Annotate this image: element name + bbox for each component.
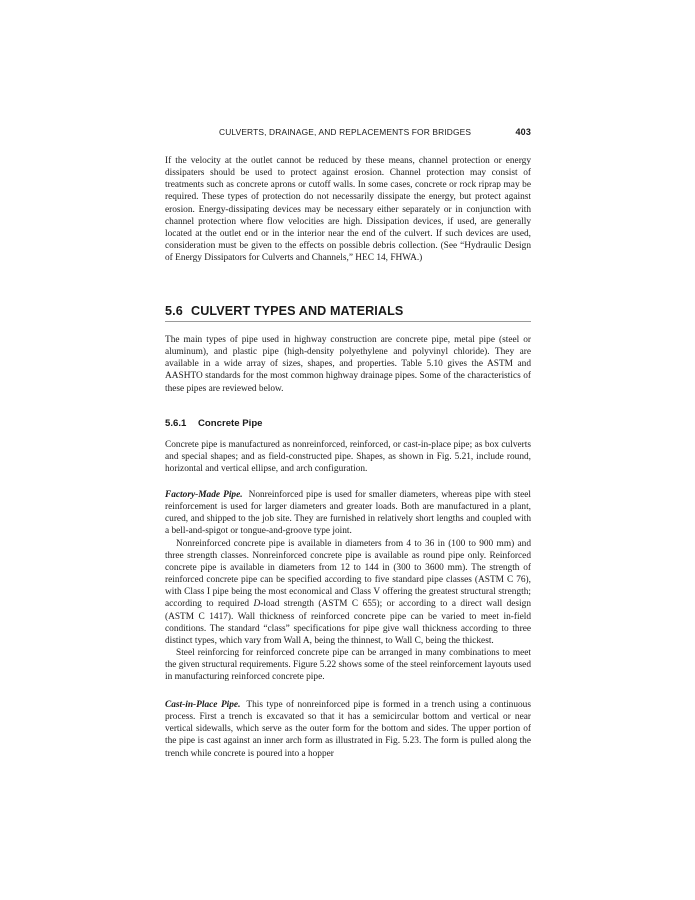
subsection-text-block xyxy=(165,439,531,475)
subsection-paragraph: Concrete pipe is manufactured as nonreinforced, reinforced, or cast-in-place pipe; as box culverts and special shapes; and as field-constructed pipe. Shapes, as shown in Fig. 5.21, include round, horizontal and vertical ellipse, and arch configuration. xyxy=(165,440,531,475)
cast-in-place-paragraph xyxy=(165,699,531,760)
cast-in-place-text: This type of nonreinforced pipe is formed in a trench using a continuous process. First a trench is excavated so that it has a semicircular bottom and vertical or near vertical sidewalls, which serve as the outer form for the bottom and sides. The upper portion of the pipe is cast against an inner arch form as illustrated in Fig. 5.23. The form is pulled along the trench while concrete is poured into a hopper xyxy=(165,700,531,759)
section-heading xyxy=(165,304,531,322)
subsection-heading xyxy=(165,418,531,429)
intro-text-block xyxy=(165,155,531,264)
subsection-number: 5.6.1 xyxy=(165,418,187,429)
factory-made-text-3: Steel reinforcing for reinforced concrete pipe can be arranged in many combinations to meet the given structural requirements. Figure 5.22 shows some of the steel reinforcement layouts used in manufacturing reinforced concrete pipe. xyxy=(165,648,531,683)
page-number: 403 xyxy=(515,127,531,137)
section-title: CULVERT TYPES AND MATERIALS xyxy=(191,304,404,318)
section-paragraph: The main types of pipe used in highway construction are concrete pipe, metal pipe (steel or aluminum), and plastic pipe (high-density polyethylene and polyvinyl chloride). They are available in a wide array of sizes, shapes, and properties. Table 5.10 gives the ASTM and AASHTO standards for the most common highway drainage pipes. Some of the characteristics of these pipes are reviewed below. xyxy=(165,335,531,394)
intro-paragraph: If the velocity at the outlet cannot be reduced by these means, channel protection or energy dissipaters should be used to protect against erosion. Channel protection may consist of treatments such as concrete aprons or cutoff walls. In some cases, concrete or rock riprap may be required. These types of protection do not necessarily dissipate the energy, but protect against erosion. Energy-dissipating devices may be necessary either separately or in conjunction with channel protection where flow velocities are high. Dissipation devices, if used, are generally located at the outlet end or in the interior near the end of the culvert. If such devices are used, consideration must be given to the effects on possible debris collection. (See “Hydraulic Design of Energy Dissipators for Culverts and Channels,” HEC 14, FHWA.) xyxy=(165,156,531,264)
cast-in-place-block xyxy=(165,699,531,760)
cast-in-place-run-in-heading: Cast-in-Place Pipe. xyxy=(165,700,241,710)
factory-made-text-2b: -load strength (ASTM C 655); or according to a direct wall design (ASTM C 1417). Wall thickness of reinforced concrete pipe can be varied to meet in-field conditions. The standard “class” specifications for pipe give wall thickness according to three distinct types, which vary from Wall A, being the thinnest, to Wall C, being the thickest. xyxy=(165,599,531,646)
d-load-italic: D xyxy=(253,599,261,610)
running-title: CULVERTS, DRAINAGE, AND REPLACEMENTS FOR BRIDGES xyxy=(219,127,472,137)
factory-made-text-1: Nonreinforced pipe is used for smaller diameters, whereas pipe with steel reinforcement is used for larger diameters and greater loads. Both are manufactured in a plant, cured, and shipped to the job site. They are furnished in relatively short lengths and coupled with a bell-and-spigot or tongue-and-groove type joint. xyxy=(165,490,531,537)
factory-made-paragraph-3 xyxy=(165,647,531,683)
factory-made-run-in-heading: Factory-Made Pipe. xyxy=(165,490,243,500)
factory-made-paragraph-2 xyxy=(165,538,531,647)
section-number: 5.6 xyxy=(165,304,183,318)
factory-made-paragraph-1 xyxy=(165,489,531,538)
section-text-block xyxy=(165,334,531,395)
subsection-title: Concrete Pipe xyxy=(198,418,263,429)
factory-made-block xyxy=(165,489,531,684)
factory-made-text-2a: Nonreinforced concrete pipe is available in diameters from 4 to 36 in (100 to 900 mm) and three strength classes. Nonreinforced concrete pipe is available as round pipe only. Reinforced concrete pipe is available in diameters from 12 to 144 in (300 to 3600 mm). The strength of reinforced concrete pipe can be specified according to five standard pipe classes (ASTM C 76), with Class I pipe being the most economical and Class V offering the greatest structural strength; according to required xyxy=(165,538,531,610)
